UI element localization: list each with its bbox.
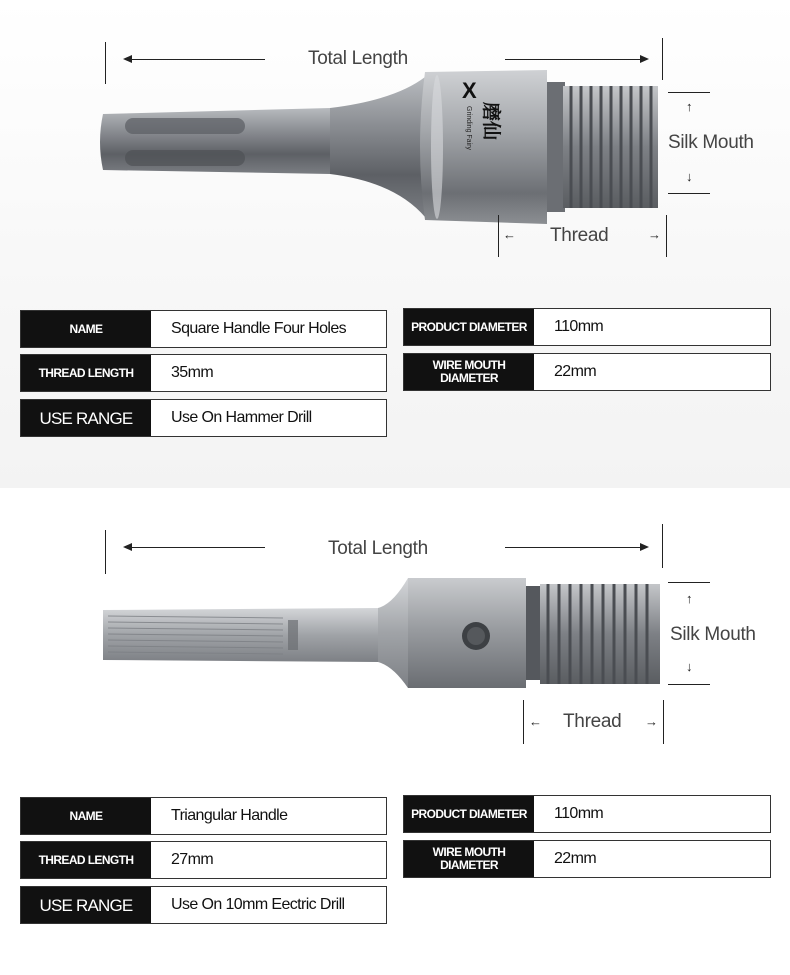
spec-key: USE RANGE	[21, 887, 151, 923]
spec-row-use-range	[20, 886, 387, 924]
spec-value: 110mm	[554, 805, 604, 822]
silk-mouth-top-tick	[668, 92, 710, 93]
total-length-line-left	[125, 547, 265, 548]
brand-logo-text: 磨仙	[480, 102, 502, 141]
spec-key: PRODUCT DIAMETER	[404, 309, 534, 345]
total-length-label: Total Length	[328, 538, 428, 559]
brand-logo-mark: X	[462, 78, 477, 103]
bottom-product-panel	[0, 488, 790, 975]
spec-value: 110mm	[554, 318, 604, 335]
thread-arrow-left-icon: ←	[529, 714, 542, 729]
brand-logo-subtext: Grinding Fairy	[465, 106, 472, 150]
spec-key: THREAD LENGTH	[21, 842, 151, 878]
spec-row-thread-length	[20, 841, 387, 879]
spec-key: NAME	[21, 311, 151, 347]
total-length-line-right	[505, 547, 645, 548]
total-length-line-left	[125, 59, 265, 60]
sds-plus-adapter-illustration	[95, 62, 665, 232]
spec-key: THREAD LENGTH	[21, 355, 151, 391]
spec-key: WIRE MOUTH DIAMETER	[404, 354, 534, 390]
thread-arrow-right-icon: →	[645, 714, 658, 729]
spec-value: 27mm	[171, 851, 214, 868]
silk-mouth-label: Silk Mouth	[670, 624, 756, 645]
silk-mouth-label: Silk Mouth	[668, 132, 754, 153]
thread-left-tick	[523, 700, 524, 744]
total-length-line-right	[505, 59, 645, 60]
silk-mouth-arrow-down-icon: ↓	[686, 659, 693, 674]
spec-key: USE RANGE	[21, 400, 151, 436]
spec-row-thread-length	[20, 354, 387, 392]
spec-row-wire-mouth-diameter	[403, 353, 771, 391]
thread-arrow-right-icon: →	[648, 227, 661, 242]
thread-label: Thread	[550, 225, 609, 246]
total-length-arrow-left	[123, 543, 132, 551]
silk-mouth-arrow-down-icon: ↓	[686, 169, 693, 184]
spec-row-name	[20, 797, 387, 835]
spec-value: Use On 10mm Eectric Drill	[171, 896, 345, 913]
silk-mouth-top-tick	[668, 582, 710, 583]
thread-label: Thread	[563, 711, 622, 732]
total-length-label: Total Length	[308, 48, 408, 69]
silk-mouth-arrow-up-icon: ↑	[686, 591, 693, 606]
spec-row-wire-mouth-diameter	[403, 840, 771, 878]
total-length-right-tick	[662, 524, 663, 568]
silk-mouth-bottom-tick	[668, 684, 710, 685]
total-length-arrow-right	[640, 543, 649, 551]
spec-key: NAME	[21, 798, 151, 834]
spec-value: Square Handle Four Holes	[171, 320, 347, 337]
spec-value: Use On Hammer Drill	[171, 409, 312, 426]
thread-left-tick	[498, 215, 499, 257]
total-length-left-tick	[105, 530, 106, 574]
spec-value: 35mm	[171, 364, 214, 381]
spec-key: PRODUCT DIAMETER	[404, 796, 534, 832]
silk-mouth-bottom-tick	[668, 193, 710, 194]
thread-arrow-left-icon: ←	[503, 227, 516, 242]
triangular-handle-adapter-illustration	[98, 576, 668, 706]
spec-row-product-diameter	[403, 308, 771, 346]
thread-right-tick	[666, 215, 667, 257]
spec-row-name	[20, 310, 387, 348]
spec-row-use-range	[20, 399, 387, 437]
spec-row-product-diameter	[403, 795, 771, 833]
spec-value: 22mm	[554, 363, 597, 380]
spec-value: Triangular Handle	[171, 807, 288, 824]
thread-right-tick	[663, 700, 664, 744]
spec-key: WIRE MOUTH DIAMETER	[404, 841, 534, 877]
spec-value: 22mm	[554, 850, 597, 867]
silk-mouth-arrow-up-icon: ↑	[686, 99, 693, 114]
